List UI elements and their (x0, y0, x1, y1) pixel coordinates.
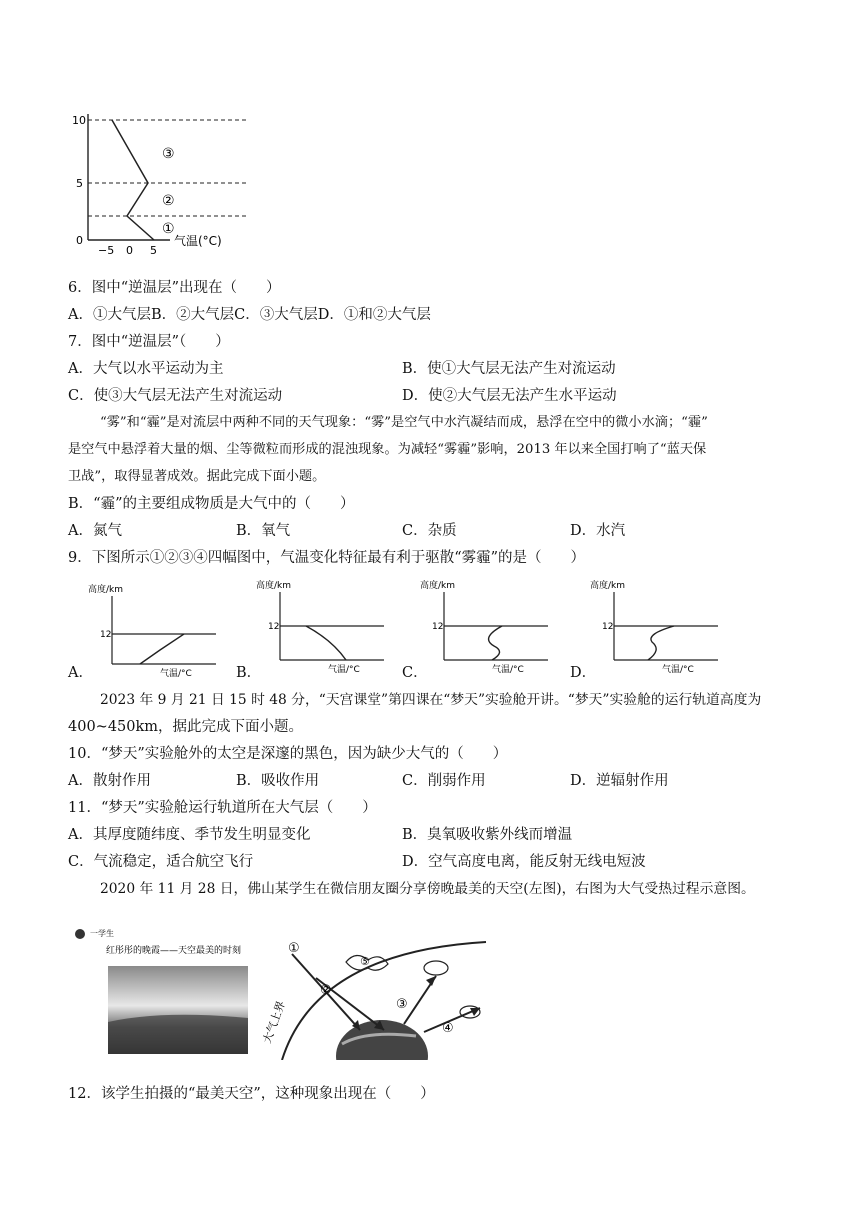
q10-stem: 10．“梦天”实验舱外的太空是深邃的黑色，因为缺少大气的（ ） (68, 746, 508, 762)
layer-label-3: ③ (162, 146, 175, 162)
q10-option-c: C．削弱作用 (402, 773, 486, 789)
q7-stem: 7．图中“逆温层”（ ） (68, 334, 230, 350)
q11-option-d: D．空气高度电离，能反射无线电短波 (402, 854, 646, 870)
q9-chart-a (88, 580, 218, 680)
horizon-shape (108, 1015, 248, 1054)
q9-option-b-label: B． (236, 665, 262, 681)
q9-chart-a-svg (88, 580, 218, 680)
q9-chart-d-ytick: 12 (602, 622, 614, 632)
q9-chart-d-curve (648, 626, 674, 660)
q9-chart-d (590, 576, 720, 676)
passage3-line1: 2020 年 11 月 28 日，佛山某学生在微信朋友圈分享傍晚最美的天空(左图)，右图为大气受热过程示意图。 (100, 881, 755, 897)
cloud-icon (424, 961, 448, 975)
x-tick-neg5: −5 (98, 244, 115, 257)
temperature-profile-figure (70, 108, 260, 258)
q10-option-a: A．散射作用 (68, 773, 151, 789)
q7-option-a: A．大气以水平运动为主 (68, 361, 224, 377)
q9-chart-c-svg (420, 576, 550, 676)
q9-chart-c-curve (489, 626, 502, 660)
temperature-profile-svg (70, 108, 260, 258)
q9-chart-b-xlabel: 气温/°C (328, 665, 360, 675)
q9-chart-c (420, 576, 550, 676)
q9-chart-a-ytick: 12 (100, 630, 112, 640)
passage1-line3: 卫战”，取得显著成效。据此完成下面小题。 (68, 469, 326, 484)
layer-label-1: ① (162, 221, 175, 237)
q9-stem: 9．下图所示①②③④四幅图中，气温变化特征最有利于驱散“雾霾”的是（ ） (68, 550, 586, 566)
q7-option-c: C．使③大气层无法产生对流运动 (68, 388, 283, 404)
q11-option-a: A．其厚度随纬度、季节发生明显变化 (68, 827, 311, 843)
q9-chart-d-ylabel: 高度/km (590, 581, 626, 591)
q10-option-d: D．逆辐射作用 (570, 773, 669, 789)
x-tick-5: 5 (150, 244, 157, 257)
sky-photo-post (72, 926, 254, 1058)
atmospheric-heating-svg (256, 932, 496, 1060)
x-tick-0: 0 (126, 244, 133, 257)
q11-option-b: B．臭氧吸收紫外线而增温 (402, 827, 573, 843)
marker-4: ④ (442, 1021, 454, 1036)
q9-chart-b-svg (256, 576, 386, 676)
avatar-icon (75, 929, 85, 939)
post-text: 红彤彤的晚霞——天空最美的时刻 (106, 946, 242, 956)
q8-option-a: A．氮气 (68, 523, 122, 539)
q11-option-c: C．气流稳定，适合航空飞行 (68, 854, 254, 870)
q8-option-c: C．杂质 (402, 523, 457, 539)
y-tick-5: 5 (76, 177, 83, 190)
layer-label-2: ② (162, 193, 175, 209)
passage1-line2: 是空气中悬浮着大量的烟、尘等微粒而形成的混浊现象。为减轻“雾霾”影响，2013 年以来全国打响了“蓝天保 (68, 442, 707, 457)
passage2-line2: 400~450km，据此完成下面小题。 (68, 719, 304, 735)
marker-1: ① (288, 941, 300, 956)
q8-option-d: D．水汽 (570, 523, 626, 539)
q9-chart-c-xlabel: 气温/°C (492, 665, 524, 675)
q9-chart-c-ylabel: 高度/km (420, 581, 456, 591)
arrow-3-head (426, 976, 436, 986)
sky-photo-svg (72, 926, 254, 1058)
marker-5: ⑤ (360, 955, 370, 968)
q9-chart-b-ytick: 12 (268, 622, 280, 632)
q8-option-b: B．氧气 (236, 523, 291, 539)
q6-options: A．①大气层B．②大气层C．③大气层D．①和②大气层 (68, 307, 431, 323)
q7-option-d: D．使②大气层无法产生水平运动 (402, 388, 617, 404)
post-user: 一学生 (90, 929, 114, 938)
q9-chart-a-curve (140, 634, 184, 664)
temperature-curve (112, 120, 154, 240)
q12-stem: 12．该学生拍摄的“最美天空”，这种现象出现在（ ） (68, 1086, 435, 1102)
marker-2: ② (320, 983, 332, 998)
marker-3: ③ (396, 997, 408, 1012)
x-axis-label: 气温(°C) (174, 234, 222, 248)
y-tick-10: 10 (72, 114, 86, 127)
q9-option-a-label: A． (68, 665, 93, 681)
atmosphere-top-label: 大气上界 (260, 999, 288, 1046)
q7-option-b: B．使①大气层无法产生对流运动 (402, 361, 616, 377)
atmospheric-heating-diagram (256, 932, 496, 1060)
q9-chart-a-xlabel: 气温/°C (160, 669, 192, 679)
q8-stem: B．“霾”的主要组成物质是大气中的（ ） (68, 496, 355, 512)
q9-chart-b-curve (306, 626, 346, 660)
q9-chart-a-ylabel: 高度/km (88, 585, 124, 595)
q9-chart-b-ylabel: 高度/km (256, 581, 292, 591)
q9-option-c-label: C． (402, 665, 428, 681)
y-tick-0: 0 (76, 234, 83, 247)
passage2-line1: 2023 年 9 月 21 日 15 时 48 分，“天宫课堂”第四课在“梦天”实验舱开讲。“梦天”实验舱的运行轨道高度为 (100, 692, 762, 708)
q9-chart-c-ytick: 12 (432, 622, 444, 632)
q9-chart-d-xlabel: 气温/°C (662, 665, 694, 675)
q10-option-b: B．吸收作用 (236, 773, 320, 789)
q11-stem: 11．“梦天”实验舱运行轨道所在大气层（ ） (68, 800, 377, 816)
q6-stem: 6．图中“逆温层”出现在（ ） (68, 280, 281, 296)
q9-chart-b (256, 576, 386, 676)
q9-chart-d-svg (590, 576, 720, 676)
q9-option-d-label: D． (570, 665, 597, 681)
passage1-line1: “雾”和“霾”是对流层中两种不同的天气现象：“雾”是空气中水汽凝结而成，悬浮在空中的微小水滴；“霾” (100, 415, 708, 430)
